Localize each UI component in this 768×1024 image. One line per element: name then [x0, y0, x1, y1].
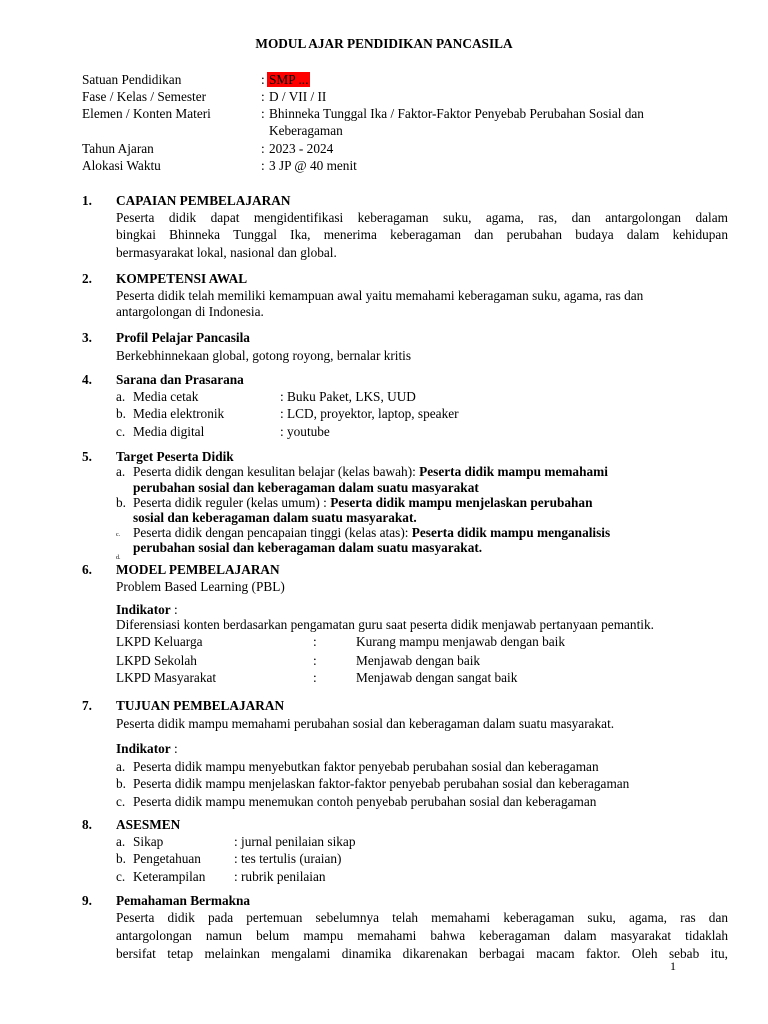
lkpd-value: Menjawab dengan sangat baik: [356, 670, 518, 685]
list-label: Media digital: [133, 424, 205, 439]
list-item: Peserta didik mampu menjelaskan faktor-faktor penyebab perubahan sosial dan keberagaman: [133, 776, 630, 791]
lkpd-sep: :: [313, 670, 317, 685]
info-label: Fase / Kelas / Semester: [82, 89, 207, 104]
list-value: LCD, proyektor, laptop, speaker: [287, 406, 459, 421]
asesmen-value: rubrik penilaian: [241, 869, 326, 884]
lkpd-value: Kurang mampu menjawab dengan baik: [356, 634, 565, 649]
list-marker: b.: [116, 776, 126, 791]
info-label: Tahun Ajaran: [82, 141, 154, 156]
info-label: Elemen / Konten Materi: [82, 106, 211, 121]
section-number: 8.: [82, 817, 92, 832]
asesmen-sep: :: [234, 869, 238, 884]
list-marker: a.: [116, 834, 126, 849]
info-value: D / VII / II: [269, 89, 327, 104]
info-sep: :: [261, 106, 265, 121]
indikator-sep: :: [170, 741, 178, 756]
section-number: 6.: [82, 562, 92, 577]
section-number: 5.: [82, 449, 92, 464]
indikator-sep: :: [170, 602, 178, 617]
list-item: Peserta didik mampu menyebutkan faktor penyebab perubahan sosial dan keberagaman: [133, 759, 599, 774]
list-marker: b.: [116, 406, 126, 421]
paragraph-line: bermasyarakat lokal, nasional dan global.: [116, 245, 337, 260]
highlighted-value: SMP ...: [269, 72, 309, 87]
section-title: ASESMEN: [116, 817, 181, 832]
target-goal: Peserta didik mampu memahami: [419, 464, 608, 479]
target-item: [133, 463, 608, 480]
list-marker: b.: [116, 851, 126, 866]
indikator-label: Indikator: [116, 741, 171, 756]
list-marker: c.: [116, 424, 126, 439]
lkpd-label: LKPD Sekolah: [116, 653, 197, 668]
asesmen-value: jurnal penilaian sikap: [241, 834, 356, 849]
section-title: Sarana dan Prasarana: [116, 372, 244, 387]
asesmen-label: Keterampilan: [133, 869, 206, 884]
section-number: 4.: [82, 372, 92, 387]
section-title: TUJUAN PEMBELAJARAN: [116, 698, 285, 713]
list-marker: a.: [116, 759, 126, 774]
section-number: 9.: [82, 893, 92, 908]
list-sep: :: [280, 406, 284, 421]
info-sep: :: [261, 158, 265, 173]
target-desc: Peserta didik dengan pencapaian tinggi (kelas atas):: [133, 525, 412, 540]
list-sep: :: [280, 389, 284, 404]
paragraph-line: bersifat tetap melainkan mengalami dinamika dikarenakan berbagai macam faktor. Oleh sebab itu,: [116, 946, 728, 961]
paragraph-line: Peserta didik mampu memahami perubahan sosial dan keberagaman dalam suatu masyarakat.: [116, 716, 615, 731]
lkpd-sep: :: [313, 653, 317, 668]
asesmen-value: tes tertulis (uraian): [241, 851, 342, 866]
lkpd-value: Menjawab dengan baik: [356, 653, 481, 668]
target-desc: Peserta didik dengan kesulitan belajar (kelas bawah):: [133, 464, 420, 479]
paragraph-line: Peserta didik pada pertemuan sebelumnya telah memahami keberagaman suku, agama, ras dan: [116, 910, 728, 925]
paragraph-line: antargolongan di Indonesia.: [116, 304, 264, 319]
info-value: 2023 - 2024: [269, 141, 334, 156]
stray-list-marker: d.: [116, 555, 121, 561]
list-marker: c.: [116, 794, 126, 809]
asesmen-sep: :: [234, 834, 238, 849]
list-marker: c.: [116, 532, 121, 538]
page-number: 1: [670, 959, 676, 973]
list-item: Peserta didik mampu menemukan contoh penyebab perubahan sosial dan keberagaman: [133, 794, 597, 809]
info-sep: :: [261, 89, 265, 104]
list-value: Buku Paket, LKS, UUD: [287, 389, 416, 404]
asesmen-label: Pengetahuan: [133, 851, 201, 866]
target-goal: Peserta didik mampu menganalisis: [411, 525, 611, 540]
list-label: Media elektronik: [133, 406, 225, 421]
info-label: Alokasi Waktu: [82, 158, 161, 173]
info-value: Bhinneka Tunggal Ika / Faktor-Faktor Penyebab Perubahan Sosial dan: [269, 106, 644, 121]
list-marker: c.: [116, 869, 126, 884]
target-goal: Peserta didik mampu menjelaskan perubahan: [330, 495, 593, 510]
section-title: MODEL PEMBELAJARAN: [116, 562, 280, 577]
list-marker: b.: [116, 495, 126, 510]
asesmen-sep: :: [234, 851, 238, 866]
section-number: 1.: [82, 193, 92, 208]
indikator-label: Indikator: [116, 602, 171, 617]
info-value-continued: Keberagaman: [269, 123, 343, 138]
paragraph-line: Problem Based Learning (PBL): [116, 579, 285, 594]
paragraph-line: Peserta didik telah memiliki kemampuan awal yaitu memahami keberagaman suku, agama, ras dan: [116, 288, 644, 303]
info-value-satuan: [267, 71, 310, 88]
section-number: 7.: [82, 698, 92, 713]
section-title: Pemahaman Bermakna: [116, 893, 251, 908]
section-title: KOMPETENSI AWAL: [116, 271, 248, 286]
info-sep: :: [261, 72, 265, 87]
section-title: Profil Pelajar Pancasila: [116, 330, 250, 345]
lkpd-label: LKPD Keluarga: [116, 634, 203, 649]
section-title: CAPAIAN PEMBELAJARAN: [116, 193, 291, 208]
section-title: Target Peserta Didik: [116, 449, 234, 464]
list-value: youtube: [287, 424, 330, 439]
info-label: Satuan Pendidikan: [82, 72, 182, 87]
indikator-heading: [116, 740, 178, 757]
paragraph-line: Berkebhinnekaan global, gotong royong, bernalar kritis: [116, 348, 412, 363]
section-number: 3.: [82, 330, 92, 345]
paragraph-line: Diferensiasi konten berdasarkan pengamatan guru saat peserta didik menjawab pertanyaan pemantik.: [116, 617, 654, 632]
paragraph-line: bingkai Bhinneka Tunggal Ika, menerima keberagaman dan perubahan budaya dalam kehidupan: [116, 227, 728, 242]
asesmen-label: Sikap: [133, 834, 164, 849]
document-title: MODUL AJAR PENDIDIKAN PANCASILA: [255, 36, 513, 51]
list-marker: a.: [116, 389, 126, 404]
paragraph-line: antargolongan namun belum mampu memahami bahwa keberagaman dalam masyarakat tidaklah: [116, 928, 728, 943]
target-desc: Peserta didik reguler (kelas umum) :: [133, 495, 331, 510]
list-label: Media cetak: [133, 389, 199, 404]
list-marker: a.: [116, 464, 126, 479]
list-sep: :: [280, 424, 284, 439]
target-goal-continued: perubahan sosial dan keberagaman dalam suatu masyarakat: [133, 480, 479, 495]
target-goal-continued: sosial dan keberagaman dalam suatu masyarakat.: [133, 510, 417, 525]
info-sep: :: [261, 141, 265, 156]
lkpd-label: LKPD Masyarakat: [116, 670, 217, 685]
lkpd-sep: :: [313, 634, 317, 649]
info-value: 3 JP @ 40 menit: [269, 158, 357, 173]
paragraph-line: Peserta didik dapat mengidentifikasi keberagaman suku, agama, ras, dan antargolongan dalam: [116, 210, 728, 225]
section-number: 2.: [82, 271, 92, 286]
target-goal-continued: perubahan sosial dan keberagaman dalam suatu masyarakat.: [133, 540, 483, 555]
